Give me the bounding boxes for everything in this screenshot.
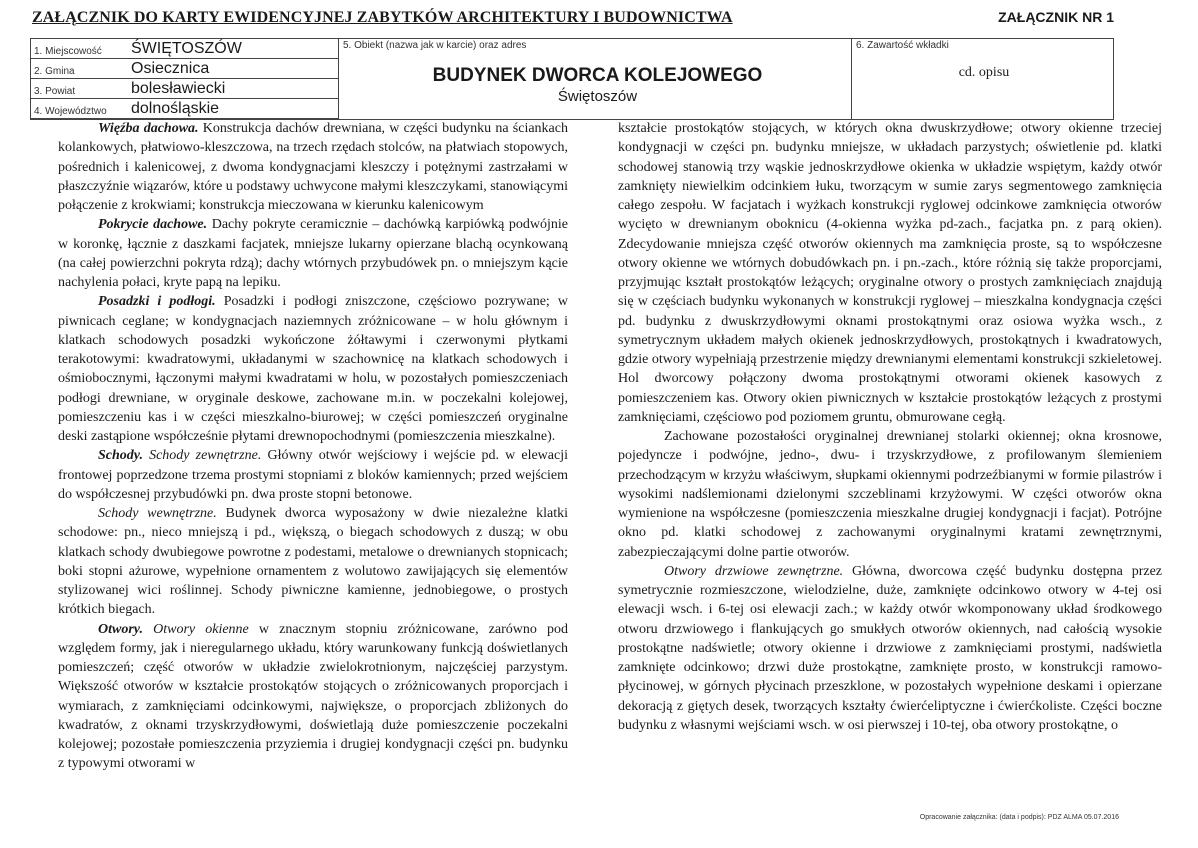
attachment-number: ZAŁĄCZNIK NR 1: [998, 9, 1114, 25]
object-place: Świętoszów: [557, 88, 638, 105]
section-subheading: Schody zewnętrzne.: [142, 448, 262, 464]
right-text-column: [618, 119, 1162, 735]
paragraph-text: w znacznym stopniu zróżnicowane, zarówno pod względem formy, jak i nieregularnego układu, który warunkowany funkcją doświetlanych pomieszczeń; część otworów w układzie zwielokrotnionym, najczęściej parzystym. Większość otworów w kształcie prostokątów stojących o zróżnicowanych proporcjach i wymiarach, z zamknięciami odcinkowymi, największe, o proporcjach zbliżonych do kwadratów, z oknami trzyskrzydłowymi, doświetlają duże pomieszczenie poczekalni kolejowej; pozostałe pomieszczenia przyziemia i drugiej kondygnacji części pn. budynku z typowymi otworami w: [58, 621, 569, 772]
field-value: dolnośląskie: [131, 100, 220, 117]
grid-divider: [338, 39, 339, 119]
field-label: 3. Powiat: [34, 86, 76, 97]
paragraph-text: Konstrukcja dachów drewniana, w części budynku na ściankach kolankowych, płatwiowo-kleszczowa, na trzech rzędach stolców, na płatwiach stopowych, pośrednich i kalenicowej, z dwoma kondygnacjami kleszczy i potężnymi zastrzałami w płaszczyźnie wiązarów, które u podstawy uchwycone małymi kleszczykami, stanowiącymi połączenie z krokwiami; konstrukcja mieczowana w kierunku kalenicowym: [58, 121, 568, 213]
section-heading: Więźba dachowa.: [98, 121, 199, 136]
field-gmina: [31, 59, 338, 79]
paragraph-posadzki: [58, 292, 568, 446]
paragraph-text: Budynek dworca wyposażony w dwie niezależne klatki schodowe: pn., nieco mniejszą i pd., większą, o biegach schodowych z duszą; w obu klatkach schody dwubiegowe powrotne z podestami, metalowe o drewnianych stopnicach; boki stopni ażurowe, wypełnione ornamentem z wolutowo zawijających się elementów stylizowanej wici roślinnej. Schody piwniczne kamienne, jednobiegowe, o prostych krótkich biegach.: [58, 506, 568, 618]
field-label: 2. Gmina: [34, 66, 75, 77]
paragraph-otwory-drzwiowe: [618, 562, 1162, 735]
paragraph-text: Główny otwór wejściowy i wejście pd. w elewacji frontowej poprzedzone trzema prostymi stopniami z bloków kamiennych; przed wejściem do współczesnej przybudówki pn. dwa proste stopni betonowe.: [58, 448, 568, 502]
field-label: 1. Miejscowość: [34, 46, 102, 57]
section-heading: Otwory.: [98, 621, 143, 637]
field-wojewodztwo: [31, 99, 338, 119]
section-subheading: Schody wewnętrzne.: [98, 506, 217, 521]
field-value: bolesławiecki: [131, 80, 226, 97]
paragraph-stolarka: Zachowane pozostałości oryginalnej drewnianej stolarki okiennej; okna krosnowe, pojedyncze i podwójne, jedno-, dwu- i trzyskrzydłowe, z profilowanym ślemieniem przechodzącym w krzyżu właściwym, słupkami okiennymi podrzeźbianymi w formie pilastrów i wysokimi nadślemionami dzielonymi szczeblinami krzyżowymi. W części otworów okna wymienione na współczesne (pomieszczenia mieszkalne drugiej kondygnacji i facjat). Potrójne okno pd. klatki schodowej z zachowanymi oryginalnymi kratami zewnętrznymi, zabezpieczającymi dolne partie otworów.: [618, 429, 1162, 560]
contents-label: 6. Zawartość wkładki: [856, 40, 949, 51]
field-label: 4. Województwo: [34, 106, 107, 117]
document-title: ZAŁĄCZNIK DO KARTY EWIDENCYJNEJ ZABYTKÓW ARCHITEKTURY I BUDOWNICTWA: [32, 9, 733, 26]
field-powiat: [31, 79, 338, 99]
paragraph-text: Posadzki i podłogi zniszczone, częściowo pozrywane; w piwnicach ceglane; w kondygnacjach naziemnych zróżnicowane – w holu głównym i klatkach schodowych posadzki wykończone żółtawymi i czerwonymi płytkami terakotowymi: kwadratowymi, układanymi w szachownicę na klatkach schodowych i ośmiobocznymi, łączonymi małymi kwadratami w holu, w pozostałych pomieszczeniach podłogi drewniane, w oryginale deskowe, zachowane m.in. w poczekalni kolejowej, pomieszczeniu kas i w części mieszkalno-biurowej; w części pomieszczeń oryginalne deski zastąpione współcześnie płytami drewnopochodnymi (pomieszczenia mieszkalne).: [58, 294, 568, 444]
header-form-grid: [30, 38, 1114, 120]
field-value: ŚWIĘTOSZÓW: [131, 40, 242, 57]
paragraph-wiezba: [58, 119, 568, 215]
section-subheading: Otwory drzwiowe zewnętrzne.: [664, 563, 844, 579]
paragraph-schody-wewnetrzne: [58, 504, 568, 620]
object-label: 5. Obiekt (nazwa jak w karcie) oraz adres: [343, 40, 527, 51]
paragraph-text: Główna, dworcowa część budynku dostępna przez symetrycznie rozmieszczone, wielodzielne, duże, zamknięte odcinkowo otwory w 4-tej osi elewacji wsch. i 6-tej osi elewacji zach.; w każdy otwór wkomponowany układ środkowego otworu drzwiowego i flankujących go smukłych otworów okiennych, nad całością wysokie prostokątne nadświetle; otwory okienne i drzwiowe z zamknięciami prostymi, nadświetla zamknięte odcinkowo; drzwi duże prostokątne, zamknięte prosto, w konstrukcji ramowo-płycinowej, w górnych płycinach przeszklone, w pozostałych wypełnione deskami i opierzane dekoracją z giętych desek, tworzących kształty ćwierćeliptyczne i ćwierćkoliste. Części boczne budynku z własnymi wejściami wsch. w osi pierwszej i 10-tej, oba otwory prostokątne, o: [618, 563, 1162, 733]
object-name: BUDYNEK DWORCA KOLEJOWEGO: [432, 65, 763, 86]
contents-value: cd. opisu: [958, 65, 1010, 80]
section-heading: Schody.: [98, 448, 143, 464]
section-subheading: Otwory okienne: [142, 621, 249, 637]
field-value: Osiecznica: [131, 60, 210, 77]
paragraph-pokrycie: [58, 215, 568, 292]
footer-note: Opracowanie załącznika: (data i podpis): PDZ ALMA 05.07.2016: [919, 814, 1119, 821]
paragraph-otwory-cont: kształcie prostokątów stojących, w których okna dwuskrzydłowe; otwory okienne trzeciej kondygnacji w części pn. budynku mniejsze, w układach parzystych; oświetlenie pd. klatki schodowej stanowią trzy wąskie jednoskrzydłowe okienka w układzie wspiętym, każdy otwór zamknięty niewielkim odcinkiem łuku, tworzącym w sumie zarys segmentowego zamknięcia całego zespołu. W facjatach i wyżkach konstrukcji ryglowej odcinkowe zamknięcia otworów wycięto w drewnianym oboknicu (4-okienna wyżka pd-zach., facjatka pn. z parą okien). Zdecydowanie mniejsza część otworów okiennych ma zamknięcia proste, są to współczesne otwory okienne we wtórnych dobudówkach pn. i pn.-zach., które różnią się także proporcjami, przyjmując kształt prostokątów leżących; oryginalne otwory o prostych zamknięciach znajdują się w częściach budynku wykonanych w konstrukcji ryglowej – mieszkalna kondygnacja części pd. budynku z dwuskrzydłowymi oknami prostokątnymi oraz osiowa wyżka wsch., z symetrycznym układem małych okienek jednoskrzydłowych, prostokątnych i kwadratowych, gdzie otwory wypełniają przestrzenie między drewnianymi elementami konstrukcji szkieletowej. Hol dworcowy połączony dwoma prostokątnymi otworami okienek kasowych z pomieszczeniem kas. Otwory okien piwnicznych w kształcie prostokątów leżących z prostymi zamknięciami, częściowo pod poziomem gruntu, obmurowane cegłą.: [618, 121, 1162, 425]
paragraph-otwory: [58, 620, 568, 774]
field-miejscowosc: [31, 39, 338, 59]
left-text-column: [58, 119, 568, 774]
section-heading: Posadzki i podłogi.: [98, 294, 216, 310]
paragraph-schody: [58, 446, 568, 504]
paragraph-text: Dachy pokryte ceramicznie – dachówką karpiówką podwójnie w koronkę, łącznie z daszkami facjatek, mniejsze lukarny opierzane blachą ocynkowaną (na całej powierzchni pokryta rdzą); dachy wtórnych przybudówek pn. o mniejszym kącie nachylenia połaci, kryte papą na lepiku.: [58, 217, 568, 290]
section-heading: Pokrycie dachowe.: [98, 217, 208, 233]
